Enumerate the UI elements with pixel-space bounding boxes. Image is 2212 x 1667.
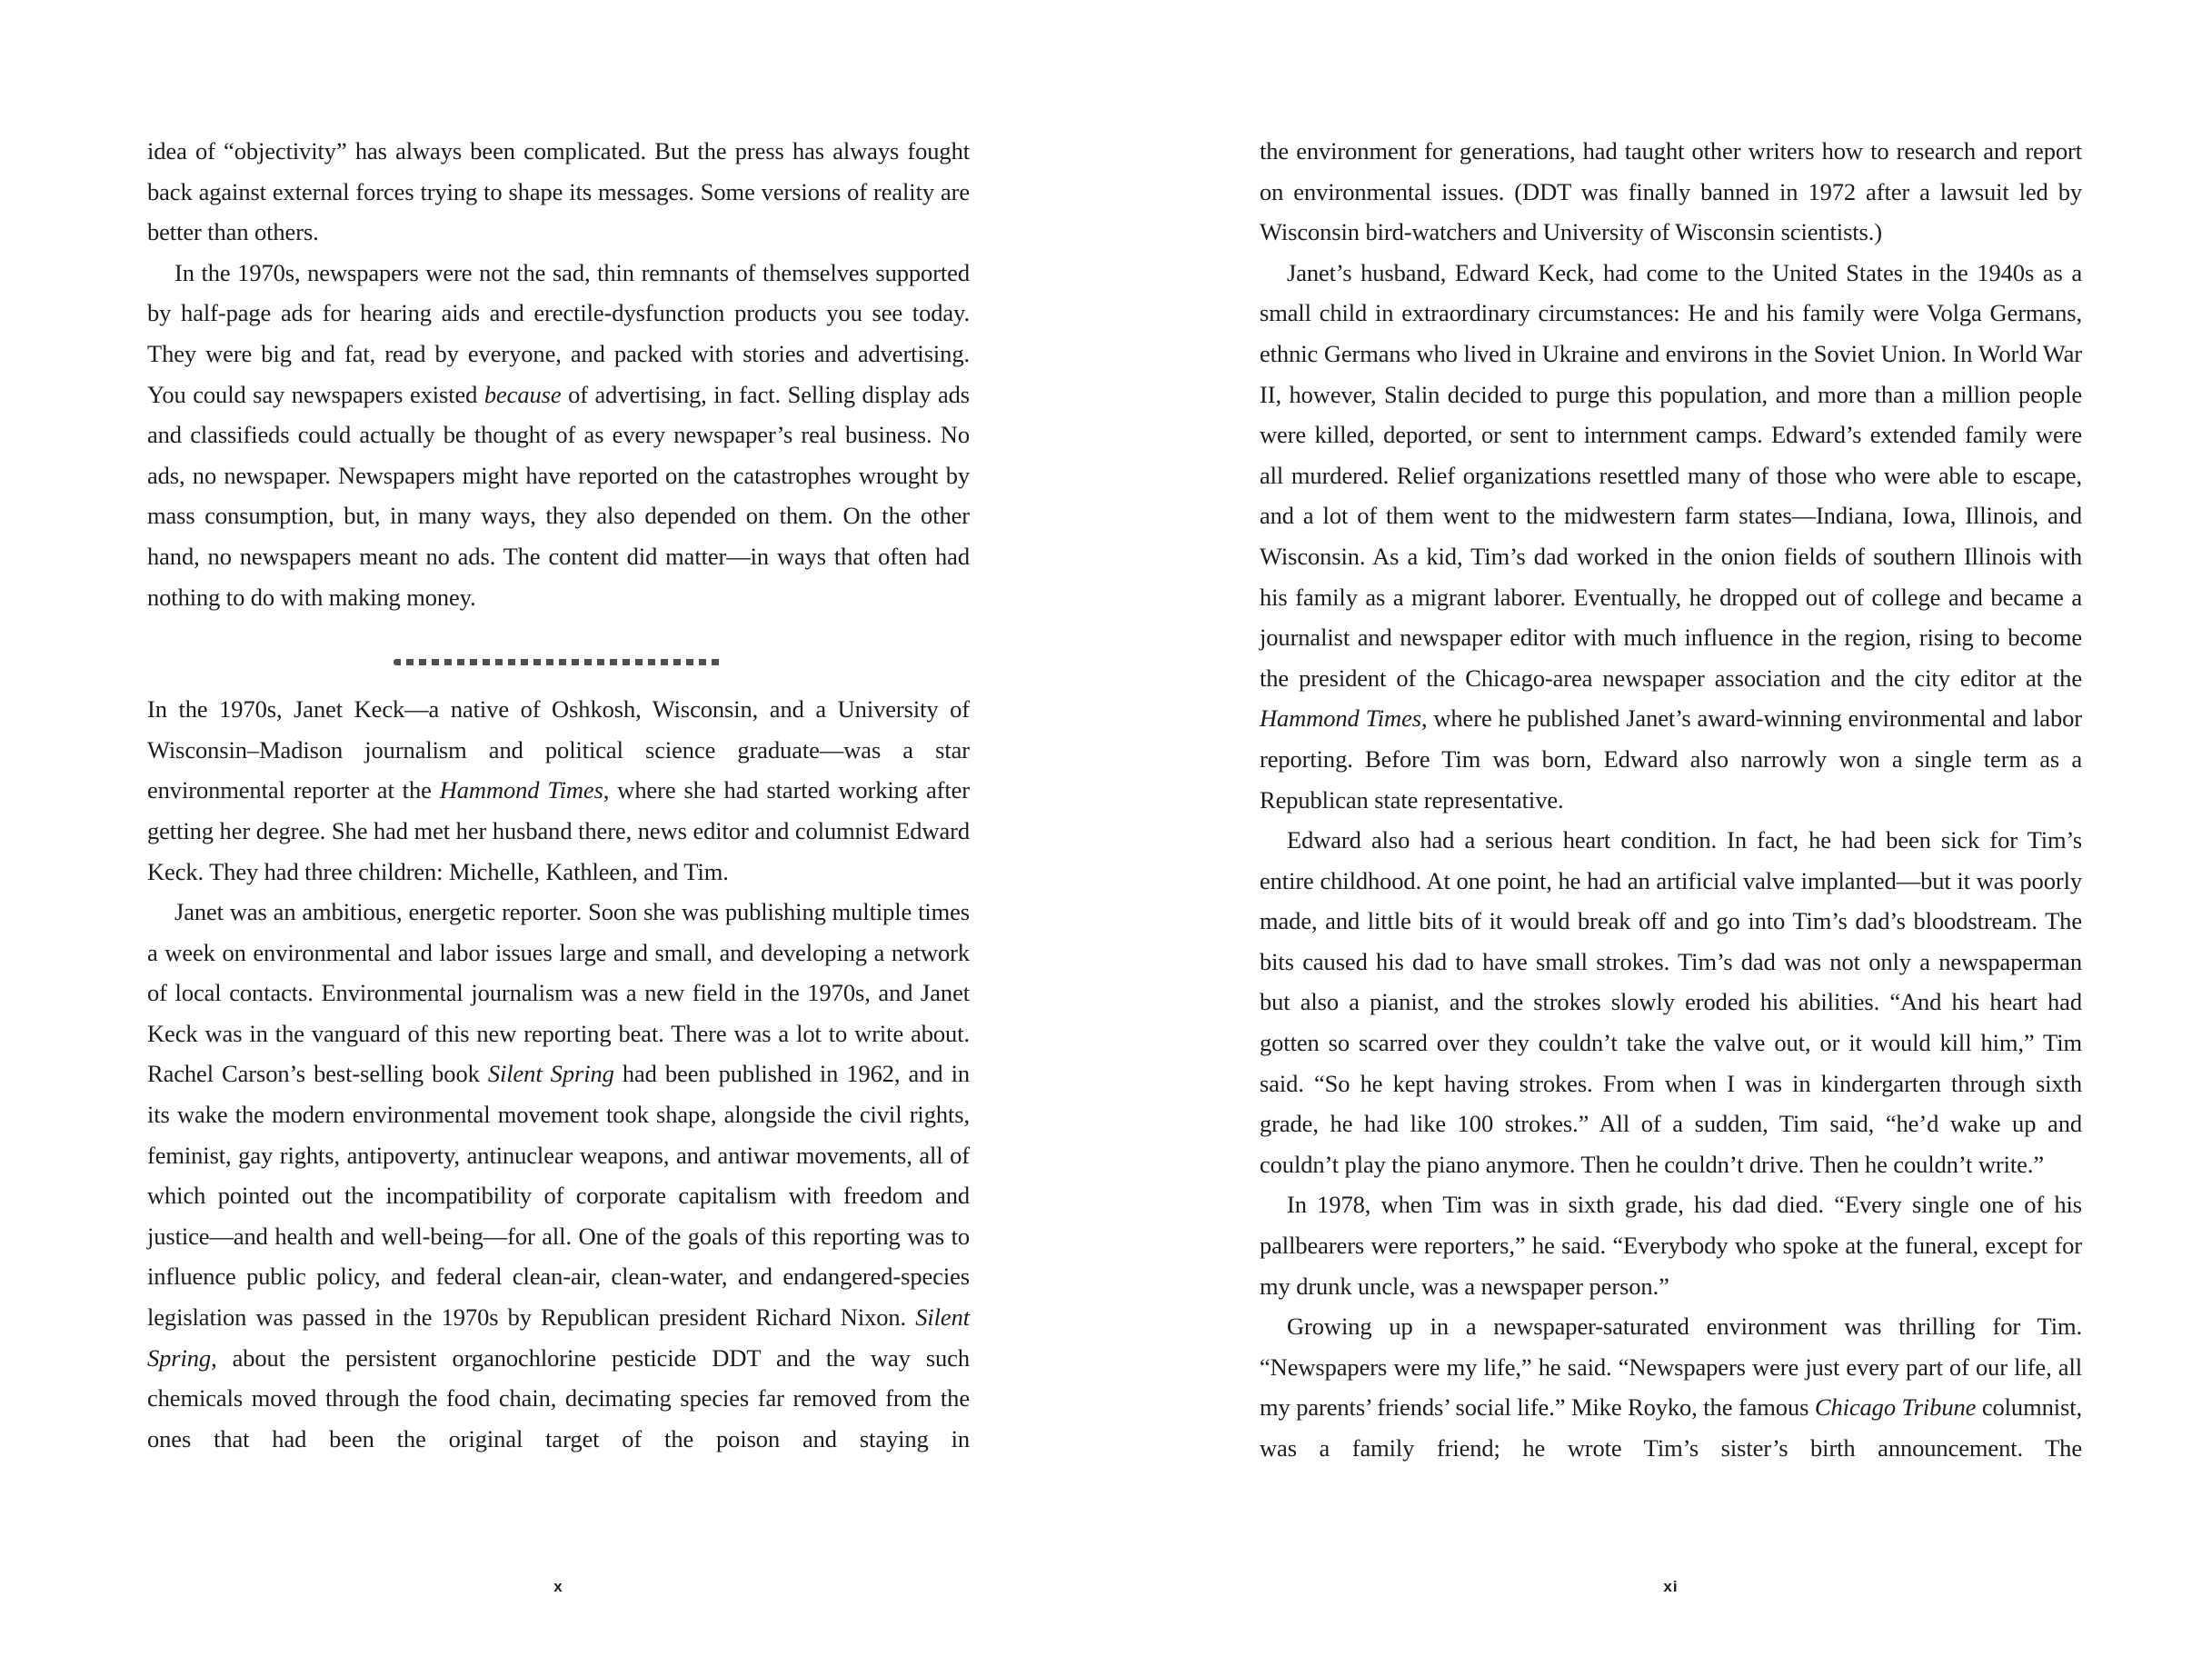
body-text: Janet’s husband, Edward Keck, had come to the United States in the 1940s as a small child in extraordinary circumstances: He and his family were Volga Germans, ethnic Germans who lived in Ukraine and environs in the Soviet Union. In World War II, however, Stalin decided to purge this population, and more than a million people were killed, deported, or sent to internment camps. Edward’s extended family were all murdered. Relief organizations resettled many of those who were able to escape, and a lot of them went to the midwestern farm states—Indiana, Iowa, Illinois, and Wisconsin. As a kid, Tim’s dad worked in the onion fields of southern Illinois with his family as a migrant laborer. Eventually, he dropped out of college and became a journalist and newspaper editor with much influence in the region, rising to become the president of the Chicago-area newspaper association and the city editor at the [1260,258,2082,692]
body-text: the environment for generations, had taught other writers how to research and report on environmental issues. (DDT was finally banned in 1972 after a lawsuit led by Wisconsin bird-watchers and University of Wisconsin scientists.) [1260,137,2082,246]
paragraph [147,892,970,1459]
body-text: of advertising, in fact. Selling display ads and classifieds could actually be thought of as every newspaper’s real business. No ads, no newspaper. Newspapers might have reported on the catastrophes wrought by mass consumption, but, in many ways, they also depended on them. On the other hand, no newspapers meant no ads. The content did matter—in ways that often had nothing to do with making money. [147,380,970,611]
paragraph [147,131,970,253]
paragraph [1260,253,2082,820]
body-text: idea of “objectivity” has always been complicated. But the press has always fought back against external forces trying to shape its messages. Some versions of reality are better than others. [147,137,970,246]
italic-text: because [483,380,562,408]
paragraph [147,689,970,892]
italic-text: Hammond Times [1260,704,1421,733]
body-text: Janet was an ambitious, energetic reporter. Soon she was publishing multiple times a week on environmental and labor issues large and small, and developing a network of local contacts. Environmental journalism was a new field in the 1970s, and Janet Keck was in the vanguard of this new reporting beat. There was a lot to write about. Rachel Carson’s best-selling book [147,898,970,1088]
section-divider [394,659,724,665]
body-text: , where he published Janet’s award-winning environmental and labor reporting. Before Tim was born, Edward also narrowly won a single term as a Republican state representative. [1260,704,2082,814]
italic-text: Hammond Times [439,776,603,804]
italic-text: Chicago Tribune [1814,1393,1977,1422]
body-text: In the 1970s, newspapers were not the sad, thin remnants of themselves supported by half-page ads for hearing aids and erectile-dysfunction products you see today. They were big and fat, read by everyone, and packed with stories and advertising. You could say newspapers existed [147,258,970,408]
body-text: In 1978, when Tim was in sixth grade, his dad died. “Every single one of his pallbearers were reporters,” he said. “Everybody who spoke at the funeral, except for my drunk uncle, was a newspaper person.” [1260,1191,2082,1300]
body-text: had been published in 1962, and in its wake the modern environmental movement took shape, alongside the civil rights, feminist, gay rights, antipoverty, antinuclear weapons, and antiwar movements, all of which pointed out the incompatibility of corporate capitalism with freedom and justice—and health and well-being—for all. One of the goals of this reporting was to influence public policy, and federal clean-air, clean-water, and endangered-species legislation was passed in the 1970s by Republican president Richard Nixon. [147,1060,970,1332]
page-right [1260,0,2082,1667]
italic-text: Silent Spring [147,1303,970,1372]
body-text: columnist, was a family friend; he wrote Tim’s sister’s birth announcement. The [1260,1393,2082,1462]
paragraph [1260,1184,2082,1306]
body-text: In the 1970s, Janet Keck—a native of Oshkosh, Wisconsin, and a University of Wisconsin–Madison journalism and political science graduate—was a star environmental reporter at the [147,695,970,804]
body-text: , about the persistent organochlorine pesticide DDT and the way such chemicals moved through the food chain, decimating species far removed from the ones that had been the original target of the poison and staying in [147,1343,970,1452]
page-right-text-column [1260,131,2082,1469]
page-left [147,0,970,1667]
paragraph [147,253,970,617]
page-number-right: xi [1663,1578,1679,1595]
page-number-left: x [553,1578,563,1595]
paragraph [1260,820,2082,1184]
italic-text: Silent Spring [487,1060,614,1088]
body-text: Edward also had a serious heart condition. In fact, he had been sick for Tim’s entire childhood. At one point, he had an artificial valve implanted—but it was poorly made, and little bits of it would break off and go into Tim’s dad’s bloodstream. The bits caused his dad to have small strokes. Tim’s dad was not only a newspaperman but also a pianist, and the strokes slowly eroded his abilities. “And his heart had gotten so scarred over they couldn’t take the valve out, or it would kill him,” Tim said. “So he kept having strokes. From when I was in kindergarten through sixth grade, he had like 100 strokes.” All of a sudden, Tim said, “he’d wake up and couldn’t play the piano anymore. Then he couldn’t drive. Then he couldn’t write.” [1260,826,2082,1178]
page-left-text-column [147,131,970,1459]
paragraph [1260,131,2082,253]
paragraph [1260,1306,2082,1468]
body-text: , where she had started working after getting her degree. She had met her husband there, news editor and columnist Edward Keck. They had three children: Michelle, Kathleen, and Tim. [147,776,970,885]
body-text: Growing up in a newspaper-saturated environment was thrilling for Tim. “Newspapers were my life,” he said. “Newspapers were just every part of our life, all my parents’ friends’ social life.” Mike Royko, the famous [1260,1313,2082,1422]
